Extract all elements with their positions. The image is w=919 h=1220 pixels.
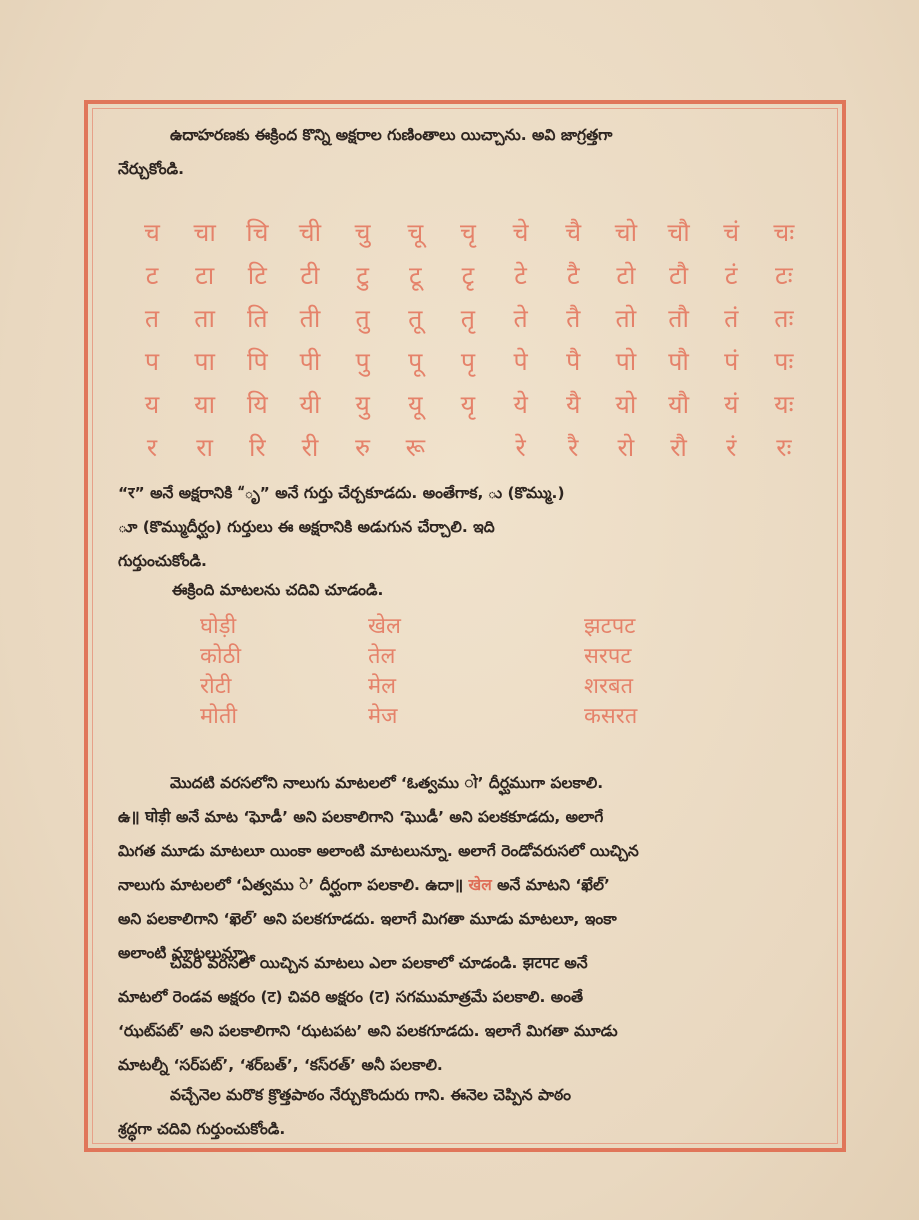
note-line-1: “र” అనే అక్షరానికి “ృ” అనే గుర్తు చేర్చకూడదు. అంతేగాక, ు (కొమ్ము.) (118, 484, 565, 502)
grid-cell: चा (193, 217, 216, 247)
para1-line-2 (118, 800, 818, 834)
grid-cell: यो (615, 389, 637, 419)
word: शरबत (584, 674, 634, 699)
para1-abbrev: ఉ॥ (118, 808, 140, 826)
grid-cell: चि (246, 217, 269, 247)
word: कोठी (200, 644, 242, 669)
grid-cell: य (144, 389, 160, 419)
grid-cell: टे (514, 260, 527, 290)
para2-line-3: ‘ఝట్‌పట్’ అని పలకాలిగాని ‘ఝటపట’ అని పలకగూడదు. ఇలాగే మిగతా మూడు (118, 1022, 618, 1040)
word-column-2 (356, 612, 524, 732)
word-list (200, 612, 740, 732)
grid-cell: यि (246, 389, 268, 419)
grid-cell: रो (617, 432, 635, 462)
grid-cell: प (144, 346, 160, 376)
word: झटपट (584, 614, 636, 639)
word: मेज (368, 704, 398, 729)
grid-row (128, 339, 808, 382)
grid-cell: पृ (460, 346, 476, 376)
para2-line-2: మాటలో రెండవ అక్షరం (ट) చివరి అక్షరం (ट) సగముమాత్రమే పలకాలి. అంతే (118, 988, 584, 1006)
word-column-1 (200, 612, 356, 732)
grid-cell: या (194, 389, 216, 419)
grid-cell: पा (194, 346, 215, 376)
grid-cell: टै (566, 260, 580, 290)
word: घोड़ी (200, 614, 237, 639)
para1-line-1: మొదటి వరసలోని నాలుగు మాటలలో ‘ఓత్వము ो’ దీర్ఘముగా పలకాలి. (170, 774, 604, 792)
grid-cell: चू (407, 217, 424, 247)
grid-cell: यं (723, 389, 739, 419)
grid-cell: टा (195, 260, 215, 290)
grid-cell: टो (616, 260, 636, 290)
grid-cell: पू (408, 346, 423, 376)
paragraph-2 (118, 946, 818, 1082)
word-column-3 (524, 612, 740, 732)
note-line-2: ూ (కొమ్ముదీర్ఘం) గుర్తులు ఈ అక్షరానికి అడుగున చేర్చాలి. ఇది (118, 518, 495, 536)
words-intro: ఈక్రింది మాటలను చదివి చూడండి. (172, 581, 384, 599)
grid-cell: यु (355, 389, 370, 419)
grid-cell: पः (774, 346, 794, 376)
grid-cell: यी (299, 389, 321, 419)
grid-cell: चृ (459, 217, 476, 247)
para2-example-word: झटपट (522, 953, 559, 972)
grid-cell: चे (512, 217, 529, 247)
word: खेल (368, 614, 401, 639)
para1-line-6: అలాంటి మాటలున్నూ. (118, 944, 255, 962)
grid-cell: तं (724, 303, 739, 333)
grid-cell: री (301, 432, 319, 462)
grid-cell: चः (773, 217, 795, 247)
grid-cell: चं (723, 217, 740, 247)
intro-paragraph (118, 118, 818, 186)
closing-line-1: వచ్చేనెల మరొక క్రొత్తపాఠం నేర్చుకొందురు గాని. ఈనెల చెప్పిన పాఠం (170, 1086, 572, 1104)
grid-cell: ति (246, 303, 268, 333)
grid-cell: रं (726, 432, 737, 462)
grid-cell: यृ (460, 389, 476, 419)
grid-cell: ये (513, 389, 528, 419)
para2-line-4: మాటల్నీ ‘సర్‌పట్’, ‘శర్‌బత్’, ‘కస్‌రత్’ అనీ పలకాలి. (118, 1056, 443, 1074)
grid-cell: ते (513, 303, 528, 333)
grid-cell: चै (565, 217, 582, 247)
grid-row (128, 210, 808, 253)
word: रोटी (200, 674, 232, 699)
grid-cell: चु (354, 217, 371, 247)
grid-cell: रा (196, 432, 213, 462)
grid-cell: रः (776, 432, 792, 462)
grid-cell: टि (247, 260, 267, 290)
word: मेल (368, 674, 397, 699)
para2-line-1-end: అనే (564, 954, 588, 972)
intro-line-2: నేర్చుకోండి. (118, 160, 185, 178)
grid-cell: टं (724, 260, 738, 290)
closing-line-2: శ్రద్ధగా చదివి గుర్తుంచుకోండి. (118, 1120, 286, 1138)
grid-cell: तू (408, 303, 423, 333)
grid-cell: चौ (667, 217, 690, 247)
closing-paragraph (118, 1078, 818, 1146)
grid-cell: यू (408, 389, 423, 419)
word: तेल (368, 644, 396, 669)
grid-cell: पं (724, 346, 739, 376)
grid-cell: तः (774, 303, 794, 333)
grid-cell: ट (145, 260, 159, 290)
grid-cell: पु (355, 346, 370, 376)
grid-cell: टू (408, 260, 422, 290)
para2-line-1 (118, 946, 818, 980)
grid-cell: ची (298, 217, 322, 247)
grid-cell: पे (513, 346, 528, 376)
intro-line-1: ఉదాహరణకు ఈక్రింద కొన్ని అక్షరాల గుణింతాలు యిచ్చాను. అవి జాగ్రత్తగా (170, 126, 613, 144)
grid-cell: यौ (668, 389, 690, 419)
note-line-3: గుర్తుంచుకోండి. (118, 552, 207, 570)
para1-example-word: घोड़ी (145, 807, 171, 826)
grid-cell: पौ (668, 346, 689, 376)
guninthalu-grid (128, 210, 808, 468)
grid-cell: त (144, 303, 160, 333)
grid-cell: तृ (460, 303, 476, 333)
grid-cell: तो (615, 303, 637, 333)
grid-cell: पि (246, 346, 268, 376)
grid-row (128, 296, 808, 339)
grid-row (128, 253, 808, 296)
para1-line-2-text: అనే మాట ‘ఘోడీ’ అని పలకాలిగాని ‘ఘొడీ’ అని పలకకూడదు, అలాగే (175, 808, 604, 826)
word: मोती (200, 704, 238, 729)
grid-cell: टु (356, 260, 369, 290)
grid-cell: रि (248, 432, 266, 462)
para1-line-4-text: నాలుగు మాటలలో ‘ఏత్వము े’ దీర్ఘంగా పలకాలి. ఉదా॥ (118, 876, 464, 894)
grid-cell: पै (566, 346, 581, 376)
grid-cell: रौ (670, 432, 687, 462)
para1-example-word-2: खेल (468, 875, 492, 894)
grid-cell: तौ (668, 303, 689, 333)
para1-line-4 (118, 868, 818, 902)
grid-cell: रू (405, 432, 425, 462)
grid-cell: यै (565, 389, 581, 419)
grid-cell: यः (774, 389, 794, 419)
word: कसरत (584, 704, 638, 729)
grid-cell: र (146, 432, 158, 462)
grid-cell: टः (775, 260, 793, 290)
grid-cell: टृ (461, 260, 475, 290)
grid-cell: रु (355, 432, 371, 462)
note-paragraph (118, 476, 818, 578)
para1-line-3: మిగత మూడు మాటలూ యింకా అలాంటి మాటలున్నూ. అలాగే రెండోవరుసలో యిచ్చిన (118, 842, 639, 860)
grid-cell: चो (614, 217, 638, 247)
grid-cell: तु (355, 303, 370, 333)
grid-cell: ता (194, 303, 216, 333)
grid-cell: पी (299, 346, 321, 376)
grid-cell: ती (299, 303, 321, 333)
grid-row (128, 382, 808, 425)
grid-cell: टौ (669, 260, 689, 290)
grid-cell: तै (566, 303, 581, 333)
para1-line-4-end: అనే మాటని ‘ఖేల్’ (497, 876, 610, 894)
grid-cell: रै (568, 432, 579, 462)
paragraph-1 (118, 766, 818, 970)
grid-cell: रे (515, 432, 526, 462)
grid-cell: च (144, 217, 160, 247)
grid-row (128, 425, 808, 468)
grid-cell: पो (615, 346, 637, 376)
para1-line-5: అని పలకాలిగాని ‘ఖెల్’ అని పలకగూడదు. ఇలాగే మిగతా మూడు మాటలూ, ఇంకా (118, 910, 617, 928)
word: सरपट (584, 644, 632, 669)
grid-cell: टी (300, 260, 320, 290)
para2-line-1-text: చివరి వరసలో యిచ్చిన మాటలు ఎలా పలకాలో చూడండి. (170, 954, 518, 972)
